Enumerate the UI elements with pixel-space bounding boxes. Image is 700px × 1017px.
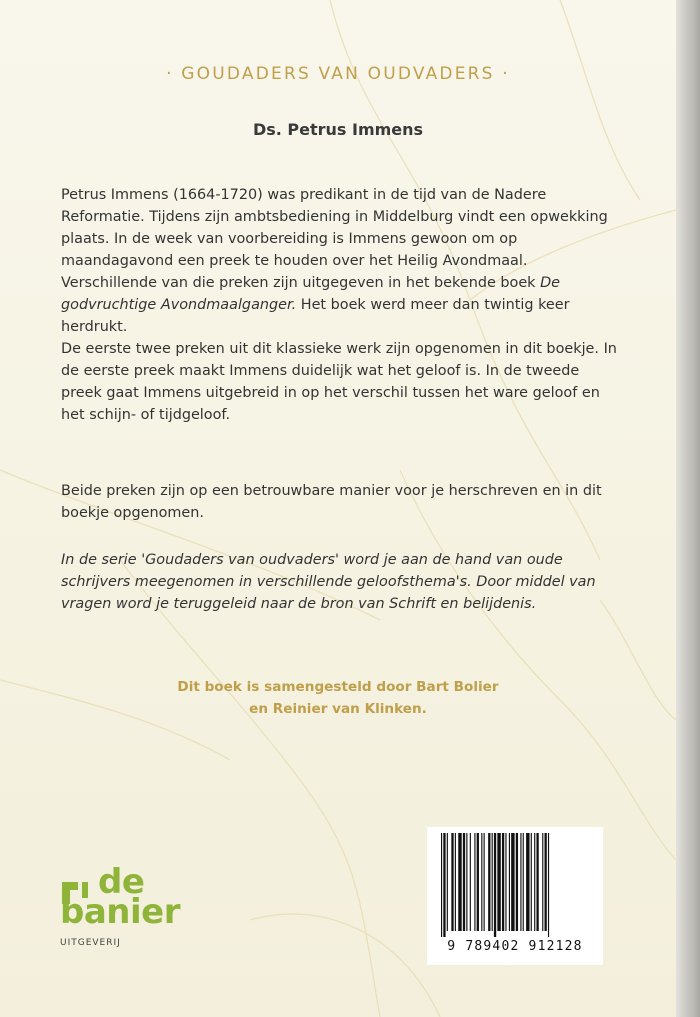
barcode-bar [545,833,547,931]
credit-line-2: en Reinier van Klinken. [249,701,427,717]
barcode-bar [447,833,448,931]
paragraph-1-end: Het boek werd meer dan twintig keer herdrukt. [61,297,570,335]
barcode-bar [455,833,456,931]
barcode-bar [505,833,506,931]
barcode-bar [463,833,465,931]
barcode-bar [488,833,490,931]
barcode-bar [474,833,475,931]
publisher-logo [60,862,230,958]
barcode-bar [536,833,538,931]
barcode-bar [531,833,532,931]
series-description: In de serie 'Goudaders van oudvaders' word je aan de hand van oude schrijvers meegenomen in verschillende geloofsthema's. Door middel van vragen word je teruggeleid naar de bron van Schrift en belijdenis. [61,552,596,612]
barcode-bar [516,833,518,931]
paragraph-1-text: Petrus Immens (1664-1720) was predikant in de tijd van de Nadere Reformatie. Tijdens zijn ambtsbediening in Middelburg vindt een opwekking plaats. In de week van voorbereiding is Immens gewoon om op maandagavond een preek te houden over het Heilig Avondmaal. Verschillende van die preken zijn uitgegeven in het bekende boek [61,187,608,291]
barcode-bar [481,833,482,931]
description-paragraph-3: Beide preken zijn op een betrouwbare manier voor je herschreven en in dit boekje opgenomen. [61,483,602,521]
series-title: · GOUDADERS VAN OUDVADERS · [166,64,510,84]
compiler-credit [0,676,676,720]
barcode-bar [542,833,543,931]
logo-word-de: de [98,862,145,902]
barcode-bar [494,833,496,937]
barcode-bar [470,833,471,931]
description-paragraph-2: De eerste twee preken uit dit klassieke werk zijn opgenomen in dit boekje. In de eerste preek maakt Immens duidelijk wat het geloof is. In de tweede preek gaat Immens uitgebreid in op het verschil tussen het ware geloof en het schijn- of tijdgeloof. [61,341,617,423]
barcode-bar [509,833,510,931]
barcode-bar [526,833,529,931]
barcode-bar [523,833,524,931]
barcode-bar [466,833,467,931]
author-name: Ds. Petrus Immens [252,120,424,139]
barcode-bar [443,833,445,937]
barcode-bar [534,833,535,931]
barcode-bar [451,833,453,931]
logo-word-banier: banier [60,892,180,932]
barcode-bar [484,833,485,931]
barcode-bar [492,833,493,931]
barcode-bar [477,833,479,931]
isbn-barcode [427,827,603,965]
barcode-bar [548,833,549,937]
barcode-bar [497,833,500,931]
credit-line-1: Dit boek is samengesteld door Bart Bolier [177,679,499,695]
description-paragraph-1 [61,184,621,426]
barcode-bars [433,833,597,937]
logo-subtitle: UITGEVERIJ [60,938,121,948]
barcode-digits: 9 789402 912128 [447,939,583,954]
barcode-bar [511,833,514,931]
book-title: De godvruchtige Avondmaalganger. [61,275,561,313]
barcode-bar [441,833,442,937]
barcode-bar [502,833,504,931]
book-spine-edge [676,0,700,1017]
barcode-bar [458,833,461,931]
barcode-bar [520,833,521,931]
